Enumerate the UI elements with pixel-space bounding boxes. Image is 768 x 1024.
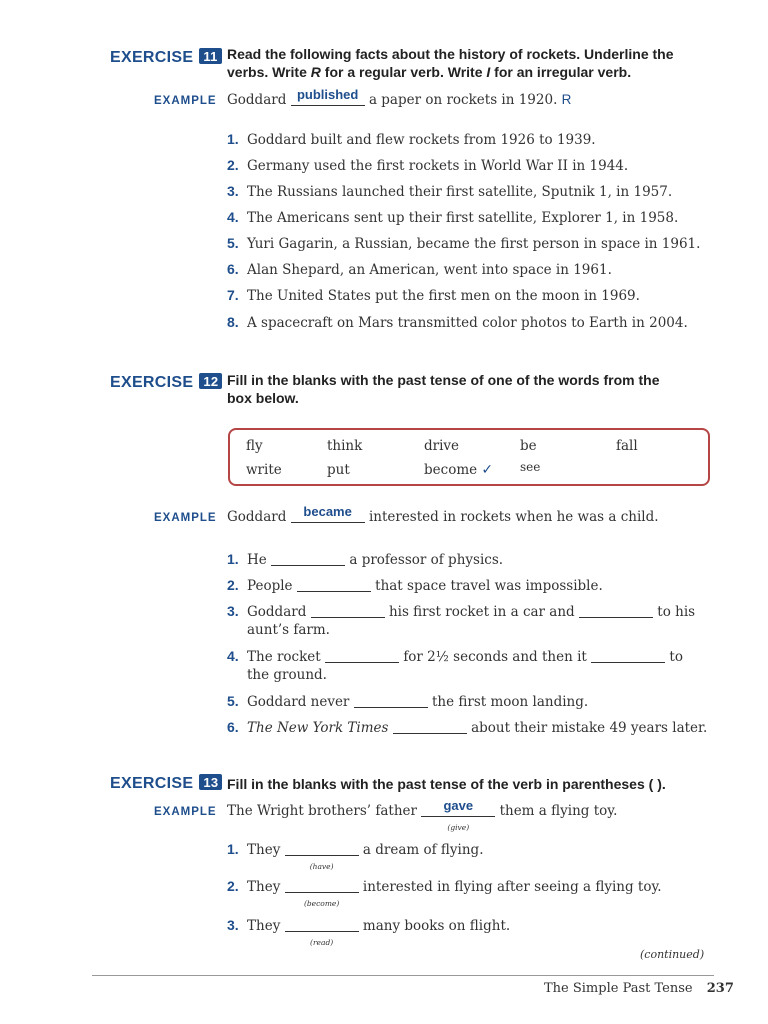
instruction-line: Read the following facts about the history of rockets. Underline the [227, 46, 674, 62]
exercise-number-badge: 13 [199, 774, 222, 790]
word-box-word: fall [616, 438, 638, 454]
word-box [228, 428, 710, 486]
example-mark: R [561, 92, 572, 107]
check-icon: ✓ [481, 462, 494, 478]
exercise-12-item: 4. The rocket for 2½ seconds and then it to the ground. [227, 648, 683, 683]
exercise-11-item: 1. Goddard built and flew rockets from 1926 to 1939. [227, 131, 596, 148]
exercise-13-item: 3. They (read) many books on flight. [227, 916, 510, 935]
exercise-label: EXERCISE [110, 49, 194, 66]
exercise-11-heading [110, 48, 222, 67]
instruction-line: Fill in the blanks with the past tense of one of the words from the [227, 372, 660, 388]
answer-blank[interactable] [325, 648, 399, 663]
example-blank [421, 798, 495, 832]
exercise-11-item: 3. The Russians launched their first satellite, Sputnik 1, in 1957. [227, 183, 673, 200]
answer-blank[interactable] [311, 603, 385, 618]
word-box-word: drive [424, 438, 460, 454]
answer-blank[interactable] [285, 841, 359, 871]
example-blank [291, 87, 365, 106]
exercise-12-item: 6. The New York Times about their mistake 49 years later. [227, 719, 708, 736]
exercise-label: EXERCISE [110, 775, 194, 792]
answer-blank[interactable] [579, 603, 653, 618]
word-box-word: write [246, 462, 282, 478]
word-box-word: become ✓ [424, 462, 494, 478]
exercise-11-item: 7. The United States put the first men on the moon in 1969. [227, 287, 640, 304]
chapter-title: The Simple Past Tense [544, 981, 693, 996]
word-box-word: be [520, 438, 537, 454]
exercise-12-heading [110, 373, 222, 392]
exercise-13-item: 2. They (become) interested in flying after seeing a flying toy. [227, 877, 662, 896]
example-label: EXAMPLE [154, 806, 217, 818]
exercise-12-item: 2. People that space travel was impossible. [227, 577, 603, 594]
exercise-13-example: The Wright brothers’ father gave (give) them a flying toy. [227, 802, 617, 820]
exercise-12-item: 5. Goddard never the first moon landing. [227, 693, 589, 710]
example-blank [291, 504, 365, 523]
continued-note: (continued) [640, 948, 705, 961]
exercise-13-heading [110, 774, 222, 793]
exercise-11-item: 2. Germany used the first rockets in World War II in 1944. [227, 157, 629, 174]
footer-rule [92, 975, 714, 976]
exercise-label: EXERCISE [110, 374, 194, 391]
exercise-11-item: 8. A spacecraft on Mars transmitted color photos to Earth in 2004. [227, 314, 688, 331]
verb-hint: (have) [309, 862, 334, 871]
exercise-11-item: 5. Yuri Gagarin, a Russian, became the first person in space in 1961. [227, 235, 701, 252]
verb-hint: (become) [303, 899, 340, 908]
answer-blank[interactable] [591, 648, 665, 663]
footer [544, 981, 734, 996]
example-label: EXAMPLE [154, 95, 217, 107]
exercise-11-item: 4. The Americans sent up their first satellite, Explorer 1, in 1958. [227, 209, 679, 226]
example-label: EXAMPLE [154, 512, 217, 524]
answer-blank[interactable] [271, 551, 345, 566]
exercise-11-instruction [227, 45, 727, 81]
exercise-number-badge: 11 [199, 48, 221, 64]
word-box-word: put [327, 462, 350, 478]
page-number: 237 [706, 981, 734, 996]
exercise-13-instruction: Fill in the blanks with the past tense of the verb in parentheses ( ). [227, 776, 666, 792]
exercise-12-item: 3. Goddard his first rocket in a car and to his aunt’s farm. [227, 603, 696, 638]
verb-hint: (read) [310, 938, 334, 947]
word-box-word: fly [246, 438, 263, 454]
verb-hint: (give) [447, 823, 470, 832]
example-answer: gave [443, 798, 474, 813]
answer-blank[interactable] [285, 878, 359, 908]
exercise-12-example: Goddard became interested in rockets when he was a child. [227, 504, 659, 525]
answer-blank[interactable] [297, 577, 371, 592]
answer-blank[interactable] [354, 693, 428, 708]
instruction-line: verbs. Write R for a regular verb. Write I for an irregular verb. [227, 64, 632, 80]
exercise-12-instruction [227, 371, 727, 407]
word-box-word: think [327, 438, 363, 454]
exercise-13-item: 1. They (have) a dream of flying. [227, 840, 483, 859]
word-box-word: see [520, 460, 541, 474]
example-answer: published [296, 87, 359, 102]
exercise-12-item: 1. He a professor of physics. [227, 551, 504, 568]
exercise-11-item: 6. Alan Shepard, an American, went into space in 1961. [227, 261, 612, 278]
exercise-number-badge: 12 [199, 373, 222, 389]
exercise-11-example: Goddard published a paper on rockets in 1920. R [227, 87, 572, 108]
answer-blank[interactable] [393, 719, 467, 734]
answer-blank[interactable] [285, 917, 359, 947]
example-answer: became [303, 504, 352, 519]
instruction-line: box below. [227, 390, 299, 406]
